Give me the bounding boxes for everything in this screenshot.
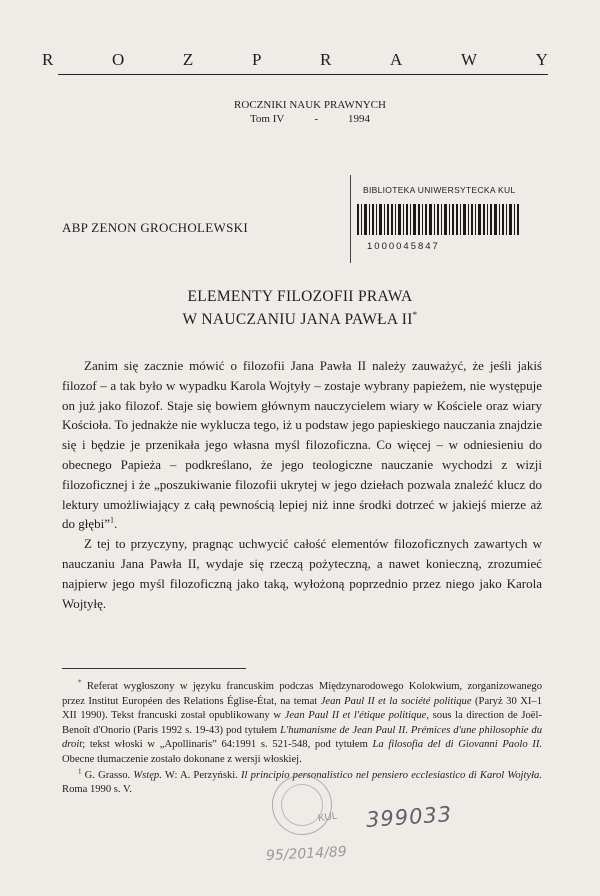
paragraph-text: Zanim się zacznie mówić o filozofii Jana Pawła II należy zauważyć, że jeśli jakiś filozof – a tak było w wypadku Karola Wojtyły – zostaje wybrany papieżem, nie występuje on już jako filozof. Staje się bowiem głównym nauczycielem wiary w Kościele oraz wiary Kościoła. To jednakże nie wyklucza tego, iż u podstaw jego papieskiego nauczania znajdzie się i będzie je przenikała jego własna myśl filozoficzna. Co więcej – w odniesieniu do obecnego Papieża – podkreślano, że jego teologiczne nauczanie wychodzi z wizji filozoficznej i że „poszukiwanie filozofii ukrytej w jego dziełach pozwala znaleźć klucz do lektury umożliwiający z całą pewnością lepiej niż inne środki dotrzeć w jakiejś mierze aż do głębi” <box>62 358 542 532</box>
footnote-text: ; tekst włoski w „Apollinaris” 64:1991 s. 521-548, pod tytułem <box>82 739 373 751</box>
section-letter: O <box>111 50 127 69</box>
section-title <box>42 50 550 70</box>
footnote-text: Obecne tłumaczenie zostało dokonane z wersji włoskiej. <box>62 753 302 765</box>
footnote-italic: Jean Paul II et la société politique <box>320 695 472 707</box>
section-letter: R <box>320 50 334 69</box>
section-letter: P <box>251 50 264 69</box>
library-barcode-label <box>350 175 529 263</box>
series-name: ROCZNIKI NAUK PRAWNYCH <box>234 99 386 111</box>
footnote-ref[interactable]: 1 <box>110 516 115 526</box>
title-line-2: W NAUCZANIU JANA PAWŁA II <box>182 311 413 329</box>
library-name: BIBLIOTEKA UNIWERSYTECKA KUL <box>363 185 516 195</box>
footnote-text: W: A. Perzyński. <box>161 769 242 781</box>
article-title <box>100 288 500 329</box>
title-footnote-marker[interactable]: * <box>412 310 418 320</box>
footnote-text: Referat wygłoszony w języku francuskim podczas Międzynarodowego Kolokwium, zorganizowanego przez Institut Européen des Relations Église-État, na temat <box>62 681 542 707</box>
footnote-text: Roma 1990 s. V. <box>62 784 132 796</box>
footnote-italic: La filosofia del di Giovanni Paolo II. <box>372 739 542 751</box>
paragraph <box>62 356 542 534</box>
footnote-text: (Paryż 30 XI–1 XII 1990). Tekst francuski został opublikowany w <box>62 695 542 722</box>
body-text <box>62 356 542 613</box>
volume: Tom IV <box>249 113 285 125</box>
paragraph: Z tej to przyczyny, pragnąc uchwycić całość elementów filozoficznych zawartych w nauczaniu Jana Pawła II, wydaje się rzeczą pożyteczną, a nawet konieczną, zrozumieć najpierw jego myśl filozoficzną jako taką, wyłożoną poprzednio przez niego jako Karola Wojtyłę. <box>62 536 542 611</box>
section-letter: Z <box>182 50 196 69</box>
dash: - <box>314 113 319 125</box>
series-block <box>180 98 440 126</box>
footnote-rule <box>62 668 246 669</box>
barcode-icon <box>357 204 521 235</box>
section-letter: W <box>460 50 479 69</box>
footnote-star <box>62 680 542 768</box>
pencil-number: 95/2014/89 <box>265 843 348 865</box>
section-letter: Y <box>535 50 550 69</box>
footnote-italic: L'humanisme de Jean Paul II. Prémices d'une philosophie du droit <box>62 724 542 751</box>
footnote-italic: Il principio personalistico nel pensiero ecclesiastico di Karol Wojtyła. <box>241 769 542 781</box>
title-line-1: ELEMENTY FILOZOFII PRAWA <box>187 288 413 305</box>
paragraph-end: . <box>114 516 118 532</box>
footnote-text: G. Grasso. <box>81 769 134 781</box>
section-letter: A <box>390 50 405 69</box>
footnote-mark: * <box>78 678 82 687</box>
header-rule <box>58 74 548 75</box>
author: ABP ZENON GROCHOLEWSKI <box>62 220 248 235</box>
footnote-mark: 1 <box>78 767 82 776</box>
barcode-number: 1000045847 <box>367 241 440 252</box>
footnote-italic: Wstęp. <box>133 769 162 781</box>
footnote-italic: Jean Paul II et l'étique politique <box>284 710 427 722</box>
handwritten-number: 399033 <box>365 802 453 832</box>
kul-stamp: KUL <box>317 810 339 825</box>
year: 1994 <box>348 113 371 125</box>
footnote-text: , sous la direction de Joël-Benoît d'Onorio (Paris 1992 s. 19-43) pod tytułem <box>62 710 542 736</box>
section-letter: R <box>42 50 56 69</box>
